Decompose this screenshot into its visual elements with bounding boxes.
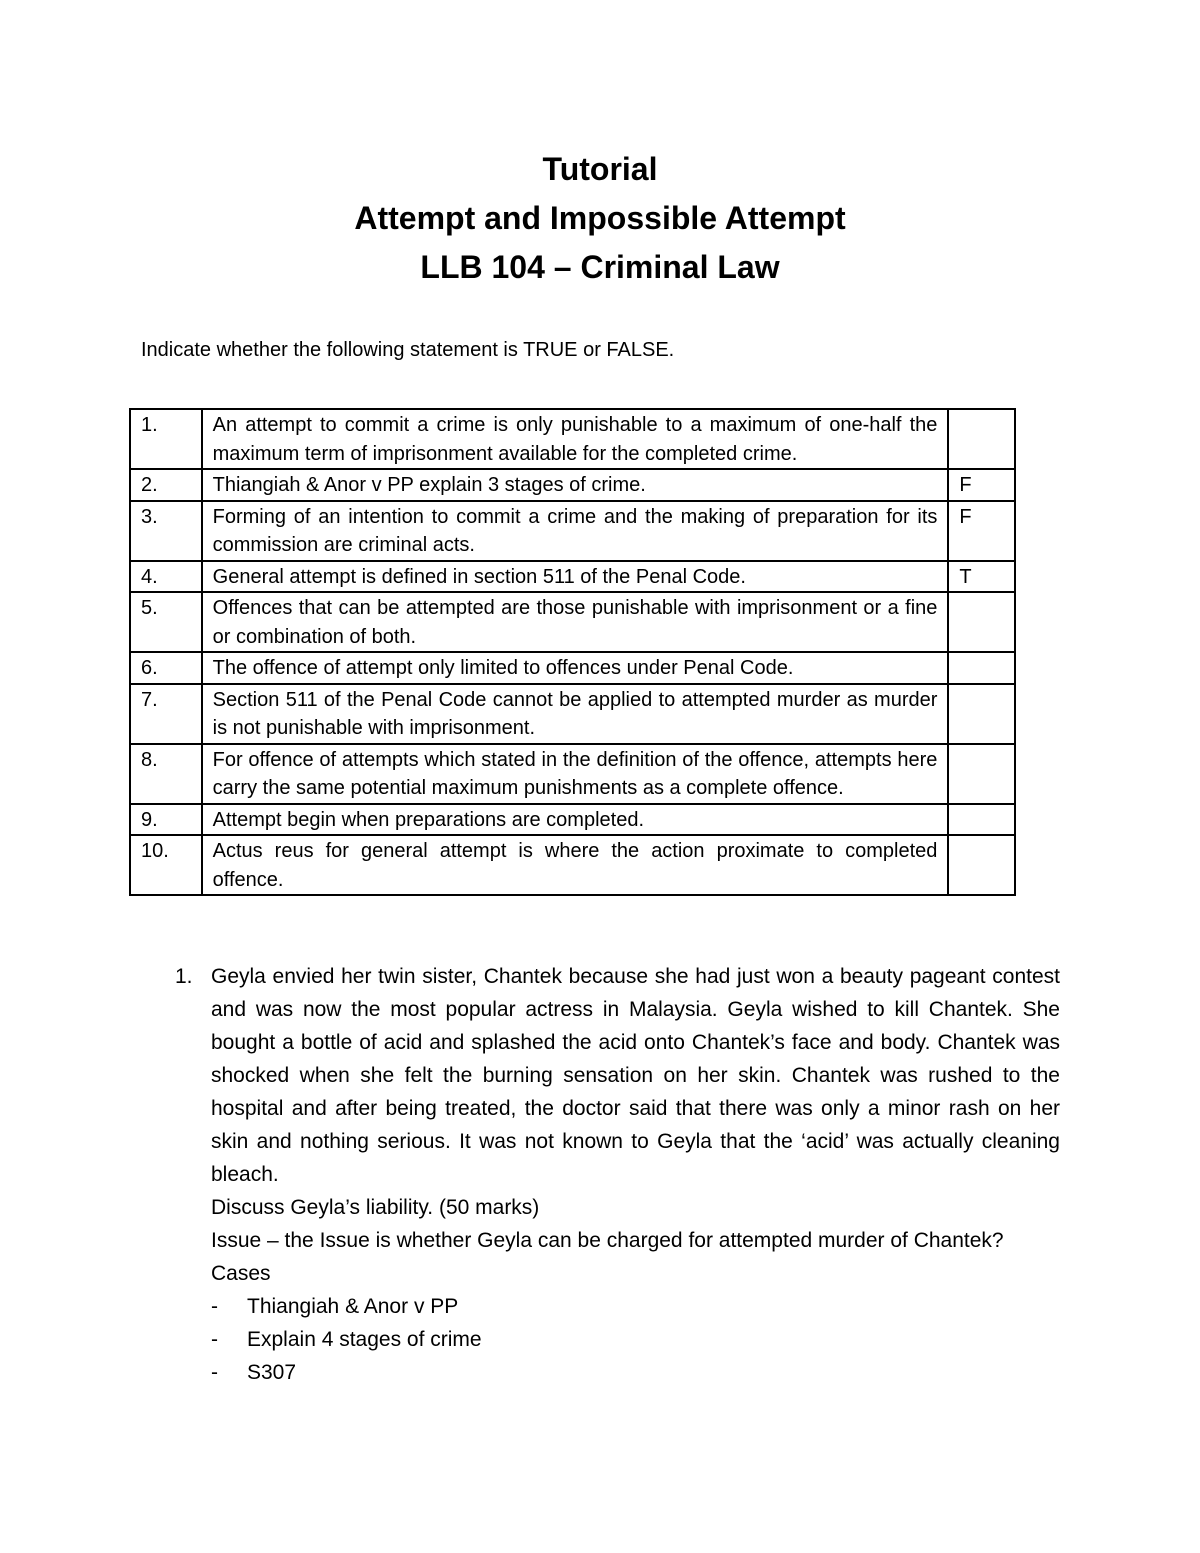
- cases-heading: Cases: [211, 1262, 271, 1285]
- title-tutorial: Tutorial: [542, 151, 658, 187]
- statement-number: 10.: [130, 835, 202, 895]
- table-row: [130, 592, 1015, 652]
- table-row: [130, 804, 1015, 836]
- table-row: [130, 469, 1015, 501]
- statement-text: For offence of attempts which stated in the definition of the offence, attempts here carry the same potential maximum punishments as a complete offence.: [202, 744, 949, 804]
- table-row: [130, 652, 1015, 684]
- list-dash: -: [211, 1361, 218, 1384]
- statement-text: General attempt is defined in section 511 of the Penal Code.: [202, 561, 949, 593]
- statement-answer: [948, 804, 1015, 836]
- list-dash: -: [211, 1328, 218, 1351]
- true-false-table-body: [130, 409, 1015, 895]
- question-section: [175, 960, 1060, 1389]
- statement-answer: [948, 744, 1015, 804]
- statement-number: 2.: [130, 469, 202, 501]
- case-text: Thiangiah & Anor v PP: [247, 1295, 459, 1318]
- true-false-table: [129, 408, 1016, 896]
- statement-answer: [948, 684, 1015, 744]
- statement-number: 1.: [130, 409, 202, 469]
- case-text: S307: [247, 1361, 297, 1384]
- statement-answer: [948, 409, 1015, 469]
- statement-answer: [948, 652, 1015, 684]
- statement-text: An attempt to commit a crime is only punishable to a maximum of one-half the maximum term of imprisonment available for the completed crime.: [202, 409, 949, 469]
- question-body: [211, 960, 1060, 1389]
- table-row: [130, 561, 1015, 593]
- statement-number: 8.: [130, 744, 202, 804]
- statement-text: Forming of an intention to commit a crime and the making of preparation for its commission are criminal acts.: [202, 501, 949, 561]
- question-task: Discuss Geyla’s liability. (50 marks): [211, 1196, 540, 1219]
- document-title: [0, 145, 1200, 292]
- statement-number: 5.: [130, 592, 202, 652]
- statement-number: 4.: [130, 561, 202, 593]
- statement-number: 9.: [130, 804, 202, 836]
- table-row: [130, 501, 1015, 561]
- statement-number: 3.: [130, 501, 202, 561]
- table-row: [130, 409, 1015, 469]
- statement-text: Offences that can be attempted are those punishable with imprisonment or a fine or combination of both.: [202, 592, 949, 652]
- cases-list: [211, 1290, 1060, 1389]
- case-item: [211, 1356, 1060, 1389]
- table-row: [130, 744, 1015, 804]
- question-scenario: Geyla envied her twin sister, Chantek because she had just won a beauty pageant contest and was now the most popular actress in Malaysia. Geyla wished to kill Chantek. She bought a bottle of acid and splashed the acid onto Chantek’s face and body. Chantek was shocked when she felt the burning sensation on her skin. Chantek was rushed to the hospital and after being treated, the doctor said that there was only a minor rash on her skin and nothing serious. It was not known to Geyla that the ‘acid’ was actually cleaning bleach.: [211, 965, 1060, 1186]
- case-text: Explain 4 stages of crime: [247, 1328, 482, 1351]
- question-issue: Issue – the Issue is whether Geyla can be charged for attempted murder of Chantek?: [211, 1229, 1004, 1252]
- statement-answer: F: [948, 469, 1015, 501]
- statement-text: Attempt begin when preparations are completed.: [202, 804, 949, 836]
- statement-answer: T: [948, 561, 1015, 593]
- statement-answer: F: [948, 501, 1015, 561]
- title-topic: Attempt and Impossible Attempt: [354, 200, 846, 236]
- statement-text: Section 511 of the Penal Code cannot be applied to attempted murder as murder is not punishable with imprisonment.: [202, 684, 949, 744]
- question-1: [175, 960, 1060, 1389]
- statement-answer: [948, 835, 1015, 895]
- statement-text: The offence of attempt only limited to offences under Penal Code.: [202, 652, 949, 684]
- title-course: LLB 104 – Criminal Law: [420, 249, 780, 285]
- statement-number: 6.: [130, 652, 202, 684]
- instruction-text: Indicate whether the following statement is TRUE or FALSE.: [141, 339, 675, 361]
- question-number: 1.: [175, 965, 193, 988]
- statement-number: 7.: [130, 684, 202, 744]
- case-item: [211, 1290, 1060, 1323]
- case-item: [211, 1323, 1060, 1356]
- statement-text: Thiangiah & Anor v PP explain 3 stages of crime.: [202, 469, 949, 501]
- table-row: [130, 684, 1015, 744]
- statement-text: Actus reus for general attempt is where the action proximate to completed offence.: [202, 835, 949, 895]
- table-row: [130, 835, 1015, 895]
- list-dash: -: [211, 1295, 218, 1318]
- statement-answer: [948, 592, 1015, 652]
